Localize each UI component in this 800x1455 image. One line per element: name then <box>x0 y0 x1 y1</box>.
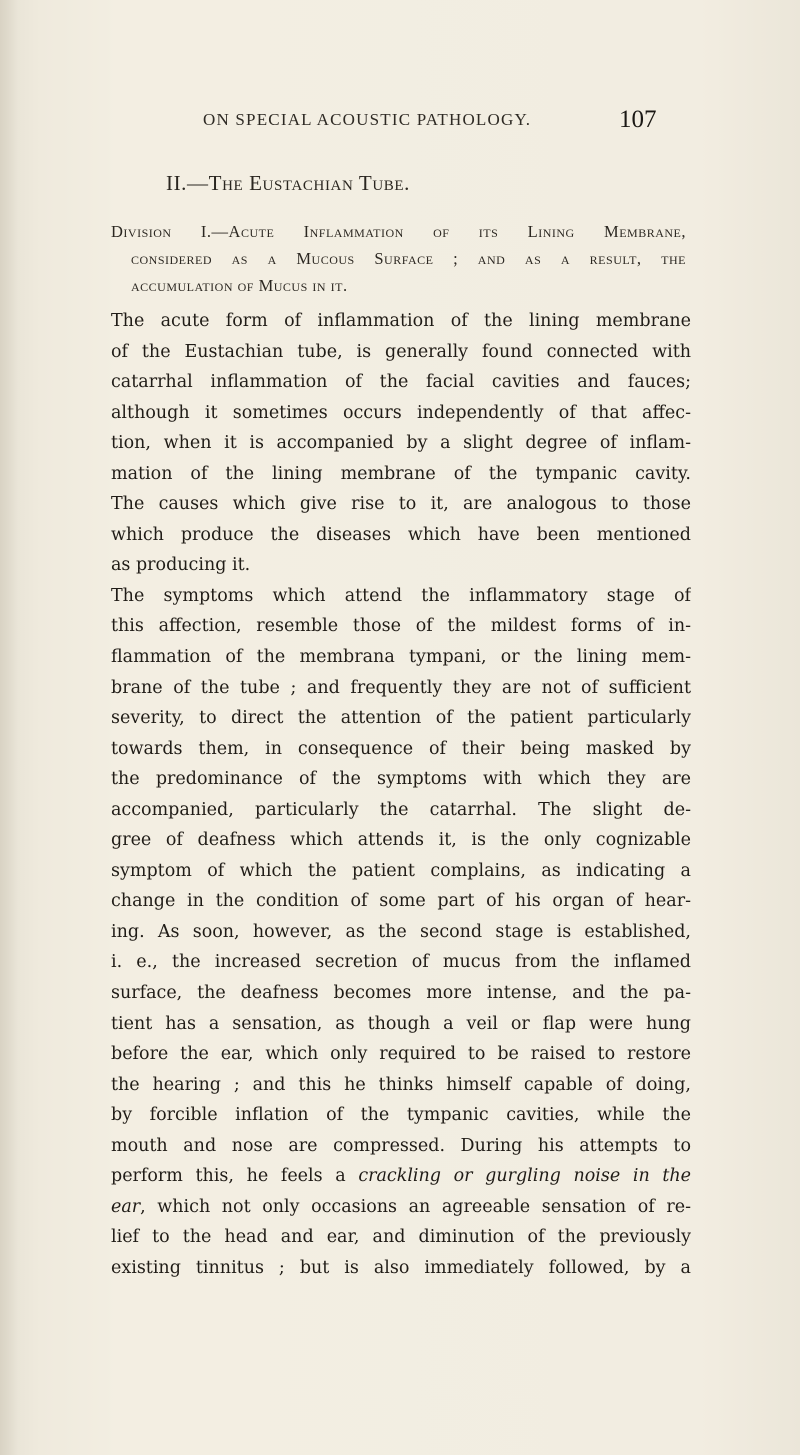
text-line: severity, to direct the attention of the patient particularly <box>111 708 691 729</box>
text-line: The symptoms which attend the inflammatory stage of <box>111 585 691 606</box>
text-line: the hearing ; and this he thinks himself capable of doing, <box>111 1074 691 1095</box>
text-line: by forcible inflation of the tympanic cavities, while the <box>111 1105 691 1126</box>
text-line: which produce the diseases which have been mentioned <box>111 524 691 545</box>
text-line: existing tinnitus ; but is also immediately followed, by a <box>111 1257 691 1278</box>
text-line: symptom of which the patient complains, as indicating a <box>111 860 691 881</box>
text-line: catarrhal inflammation of the facial cavities and fauces; <box>111 372 691 393</box>
chapter-number: II. <box>166 171 188 195</box>
text-line: the predominance of the symptoms with which they are <box>111 769 691 790</box>
chapter-heading <box>166 171 410 196</box>
body-text <box>111 306 691 1284</box>
text-run: , which not only occasions an agreeable sensation of re- <box>140 1196 691 1217</box>
text-line: flammation of the membrana tympani, or the lining mem- <box>111 647 691 668</box>
text-line: The acute form of inflammation of the lining membrane <box>111 311 691 331</box>
text-line: change in the condition of some part of his organ of hear- <box>111 891 691 912</box>
page-number: 107 <box>619 106 657 133</box>
text-line: this affection, resemble those of the mildest forms of in- <box>111 616 691 637</box>
text-line: towards them, in consequence of their being masked by <box>111 738 691 759</box>
text-line: The causes which give rise to it, are analogous to those <box>111 494 691 515</box>
text-line: surface, the deafness becomes more intense, and the pa- <box>111 983 691 1004</box>
text-line: mation of the lining membrane of the tympanic cavity. <box>111 463 691 484</box>
text-line: gree of deafness which attends it, is the only cognizable <box>111 830 691 851</box>
text-line: of the Eustachian tube, is generally found connected with <box>111 341 691 362</box>
italic-text-run: crackling or gurgling noise in the <box>358 1166 691 1187</box>
text-line: before the ear, which only required to be raised to restore <box>111 1044 691 1065</box>
italic-text-run: ear <box>111 1196 141 1217</box>
text-line-with-italic <box>111 1161 691 1192</box>
running-head <box>0 106 800 132</box>
chapter-title: The Eustachian Tube. <box>208 171 410 195</box>
text-line: tion, when it is accompanied by a slight degree of inflam- <box>111 433 691 454</box>
text-line: ing. As soon, however, as the second stage is established, <box>111 921 691 942</box>
text-run: perform this, he feels a <box>111 1166 359 1187</box>
running-title: ON SPECIAL ACOUSTIC PATHOLOGY. <box>203 110 532 129</box>
division-heading <box>111 218 686 299</box>
text-line: mouth and nose are compressed. During his attempts to <box>111 1135 691 1156</box>
text-line: i. e., the increased secretion of mucus from the inflamed <box>111 952 691 973</box>
division-heading-line: considered as a Mucous Surface ; and as a result, the <box>131 249 686 268</box>
page-gutter-shadow <box>0 0 18 1455</box>
text-line: tient has a sensation, as though a veil or flap were hung <box>111 1013 691 1034</box>
text-line: accompanied, particularly the catarrhal. The slight de- <box>111 799 691 820</box>
text-line: lief to the head and ear, and diminution of the previously <box>111 1227 691 1248</box>
division-heading-line: accumulation of Mucus in it. <box>131 276 348 295</box>
text-line: brane of the tube ; and frequently they are not of sufficient <box>111 677 691 698</box>
text-line: although it sometimes occurs independently of that affec- <box>111 402 691 423</box>
text-line-with-italic <box>111 1192 691 1223</box>
text-line: as producing it. <box>111 555 251 576</box>
division-heading-line: Division I.—Acute Inflammation of its Lining Membrane, <box>111 222 686 241</box>
chapter-dash: — <box>187 171 209 195</box>
